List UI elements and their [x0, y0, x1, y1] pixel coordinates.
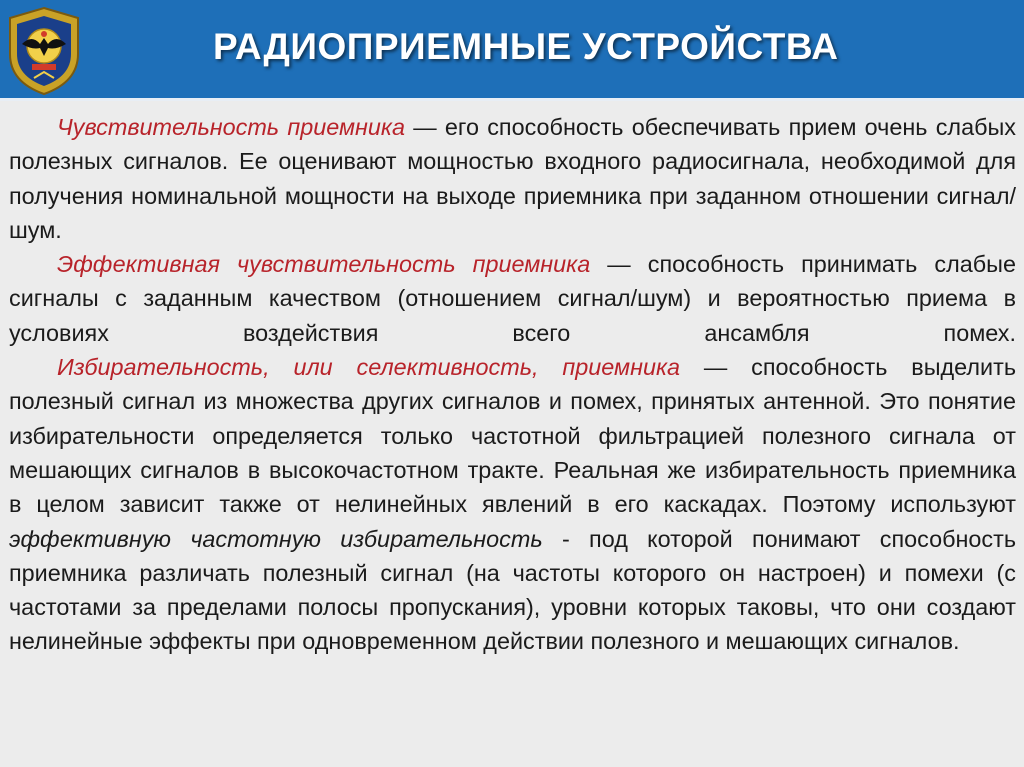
term-sensitivity: Чувствительность приемника [57, 114, 405, 140]
term-effective-sensitivity: Эффективная чувствительность приемника [57, 251, 591, 278]
body-text [9, 110, 1016, 659]
header-bar [0, 0, 1024, 101]
paragraph-selectivity [9, 350, 1016, 659]
term-selectivity: Избирательность, или селективность, приемника [57, 354, 681, 381]
definition-effective-sensitivity: — способность принимать слабые сигналы с заданным качеством (отношением сигнал/шум) и вероятностью приема в условиях воздействия всего ансамбля помех. [9, 251, 1016, 346]
definition-sensitivity: — его способность обеспечивать прием очень слабых полезных сигналов. Ее оценивают мощностью входного радиосигнала, необходимой для получения номинальной мощности на выходе приемника при заданном отношении сигнал/шум. [9, 114, 1016, 243]
page-title: РАДИОПРИЕМНЫЕ УСТРОЙСТВА [213, 26, 839, 67]
definition-selectivity-part2: - под которой понимают способность приемника различать полезный сигнал (на частоты которого он настроен) и помехи (с частотами за пределами полосы пропускания), уровни которых таковы, что они создают нелинейные эффекты при одновременном действии полезного и мешающих сигналов. [9, 525, 1017, 655]
military-emblem-icon [4, 4, 84, 96]
paragraph-sensitivity [9, 110, 1016, 247]
paragraph-effective-sensitivity [9, 247, 1016, 350]
definition-selectivity-part1: — способность выделить полезный сигнал из множества других сигналов и помех, принятых антенной. Это понятие избирательности определяется только частотной фильтрацией полезного сигнала от мешающих сигналов в высокочастотном тракте. Реальная же избирательность приемника в целом зависит также от нелинейных явлений в его каскадах. Поэтому используют [9, 354, 1016, 518]
term-effective-frequency-selectivity: эффективную частотную избирательность [9, 525, 543, 552]
